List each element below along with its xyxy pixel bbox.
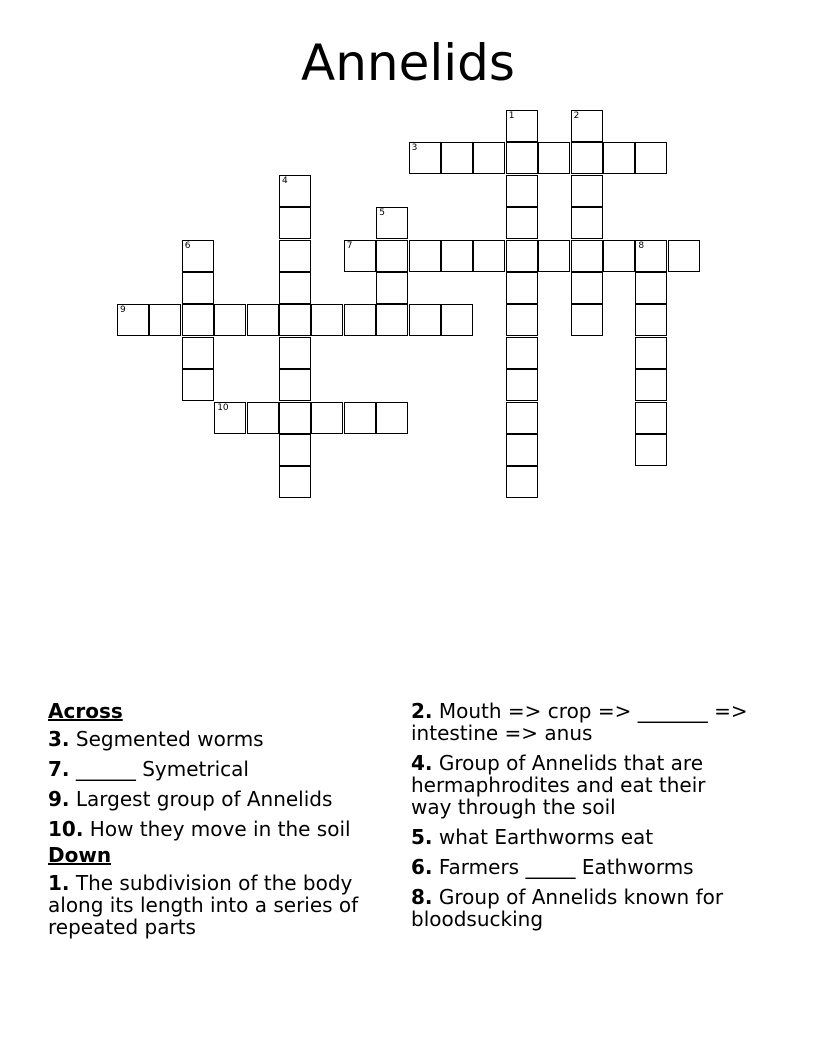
crossword-cell[interactable]: [538, 142, 570, 174]
crossword-cell[interactable]: [506, 402, 538, 434]
crossword-cell[interactable]: [603, 240, 635, 272]
clue-across-7: [48, 758, 388, 780]
crossword-cell[interactable]: [571, 142, 603, 174]
clue-text: Farmers _____ Eathworms: [432, 855, 694, 879]
crossword-cell[interactable]: [571, 110, 603, 142]
clue-text: The subdivision of the body along its length into a series of repeated parts: [48, 871, 359, 939]
crossword-cell[interactable]: [635, 369, 667, 401]
crossword-cell[interactable]: [279, 402, 311, 434]
crossword-cell[interactable]: [571, 272, 603, 304]
crossword-cell[interactable]: [279, 304, 311, 336]
cell-number: 1: [508, 111, 515, 121]
crossword-cell[interactable]: [182, 240, 214, 272]
crossword-cell[interactable]: [635, 304, 667, 336]
clue-down-8: [411, 886, 751, 930]
clues-left-column: [48, 700, 388, 946]
crossword-cell[interactable]: [279, 240, 311, 272]
clue-down-2: [411, 700, 751, 744]
crossword-cell[interactable]: [506, 434, 538, 466]
crossword-cell[interactable]: [376, 304, 408, 336]
crossword-cell[interactable]: [571, 175, 603, 207]
clue-across-3: [48, 728, 388, 750]
crossword-cell[interactable]: [214, 304, 246, 336]
cell-number: 9: [120, 305, 126, 316]
crossword-cell[interactable]: [441, 142, 473, 174]
crossword-cell[interactable]: [473, 240, 505, 272]
crossword-cell[interactable]: [344, 402, 376, 434]
crossword-cell[interactable]: [182, 369, 214, 401]
crossword-cell[interactable]: [376, 402, 408, 434]
clue-text: ______ Symetrical: [69, 757, 249, 781]
clue-text: Largest group of Annelids: [69, 787, 333, 811]
clue-text: Mouth => crop => _______ => intestine => anus: [411, 699, 748, 745]
crossword-cell[interactable]: [668, 240, 700, 272]
crossword-cell[interactable]: [182, 272, 214, 304]
cell-number: 3: [411, 143, 418, 154]
crossword-cell[interactable]: [279, 434, 311, 466]
crossword-cell[interactable]: [506, 142, 538, 174]
crossword-cell[interactable]: [279, 175, 311, 207]
crossword-cell[interactable]: [506, 466, 538, 498]
cell-number: 7: [346, 240, 353, 251]
crossword-cell[interactable]: [279, 272, 311, 304]
clue-text: Segmented worms: [69, 727, 264, 751]
cell-number: 6: [184, 240, 191, 251]
clue-text: How they move in the soil: [83, 817, 351, 841]
crossword-cell[interactable]: [635, 240, 667, 272]
crossword-cell[interactable]: [506, 304, 538, 336]
clue-text: what Earthworms eat: [432, 825, 654, 849]
clue-number: 3.: [48, 727, 70, 751]
crossword-cell[interactable]: [376, 240, 408, 272]
crossword-cell[interactable]: [635, 434, 667, 466]
cell-number: 8: [638, 240, 645, 251]
clue-down-5: [411, 826, 751, 848]
crossword-cell[interactable]: [571, 304, 603, 336]
clue-number: 7.: [48, 757, 70, 781]
clue-across-10: [48, 818, 388, 840]
crossword-cell[interactable]: [279, 369, 311, 401]
crossword-cell[interactable]: [571, 240, 603, 272]
crossword-cell[interactable]: [635, 272, 667, 304]
clue-down-6: [411, 856, 751, 878]
clue-number: 5.: [411, 825, 433, 849]
clues-right-column: [411, 700, 751, 938]
crossword-cell[interactable]: [182, 337, 214, 369]
crossword-cell[interactable]: [247, 304, 279, 336]
crossword-cell[interactable]: [344, 240, 376, 272]
down-heading: Down: [48, 843, 112, 867]
crossword-cell[interactable]: [311, 402, 343, 434]
crossword-cell[interactable]: [441, 240, 473, 272]
crossword-cell[interactable]: [635, 142, 667, 174]
clue-down-1: [48, 872, 388, 938]
clue-across-9: [48, 788, 388, 810]
clue-down-4: [411, 752, 751, 818]
clue-number: 4.: [411, 751, 433, 775]
clue-number: 1.: [48, 871, 70, 895]
crossword-cell[interactable]: [506, 110, 538, 142]
crossword-cell[interactable]: [311, 304, 343, 336]
cell-number: 5: [379, 208, 385, 219]
clue-number: 9.: [48, 787, 70, 811]
clue-number: 8.: [411, 885, 433, 909]
cell-number: 2: [573, 111, 580, 121]
cell-number: 4: [282, 175, 288, 186]
crossword-cell[interactable]: [441, 304, 473, 336]
crossword-cell[interactable]: [506, 175, 538, 207]
crossword-cell[interactable]: [506, 240, 538, 272]
crossword-cell[interactable]: [409, 304, 441, 336]
crossword-cell[interactable]: [506, 272, 538, 304]
crossword-cell[interactable]: [214, 402, 246, 434]
crossword-cell[interactable]: [279, 466, 311, 498]
crossword-cell[interactable]: [635, 402, 667, 434]
crossword-cell[interactable]: [635, 337, 667, 369]
crossword-cell[interactable]: [279, 337, 311, 369]
crossword-cell[interactable]: [473, 142, 505, 174]
crossword-cell[interactable]: [182, 304, 214, 336]
crossword-cell[interactable]: [409, 240, 441, 272]
crossword-cell[interactable]: [149, 304, 181, 336]
crossword-cell[interactable]: [247, 402, 279, 434]
crossword-cell[interactable]: [409, 142, 441, 174]
crossword-cell[interactable]: [279, 207, 311, 239]
crossword-cell[interactable]: [603, 142, 635, 174]
clue-number: 2.: [411, 699, 433, 723]
crossword-cell[interactable]: [506, 369, 538, 401]
clue-text: Group of Annelids that are hermaphrodites and eat their way through the soil: [411, 751, 706, 819]
crossword-cell[interactable]: [376, 207, 408, 239]
cell-number: 10: [217, 402, 229, 413]
crossword-grid: [0, 0, 816, 520]
crossword-cell[interactable]: [506, 337, 538, 369]
crossword-cell[interactable]: [344, 304, 376, 336]
page-title: Annelids: [301, 34, 515, 92]
crossword-cell[interactable]: [376, 272, 408, 304]
crossword-cell[interactable]: [506, 207, 538, 239]
clue-text: Group of Annelids known for bloodsucking: [411, 885, 724, 931]
across-heading: Across: [48, 699, 123, 723]
clue-number: 10.: [48, 817, 84, 841]
crossword-cell[interactable]: [538, 240, 570, 272]
crossword-cell[interactable]: [571, 207, 603, 239]
clue-number: 6.: [411, 855, 433, 879]
crossword-cell[interactable]: [117, 304, 149, 336]
